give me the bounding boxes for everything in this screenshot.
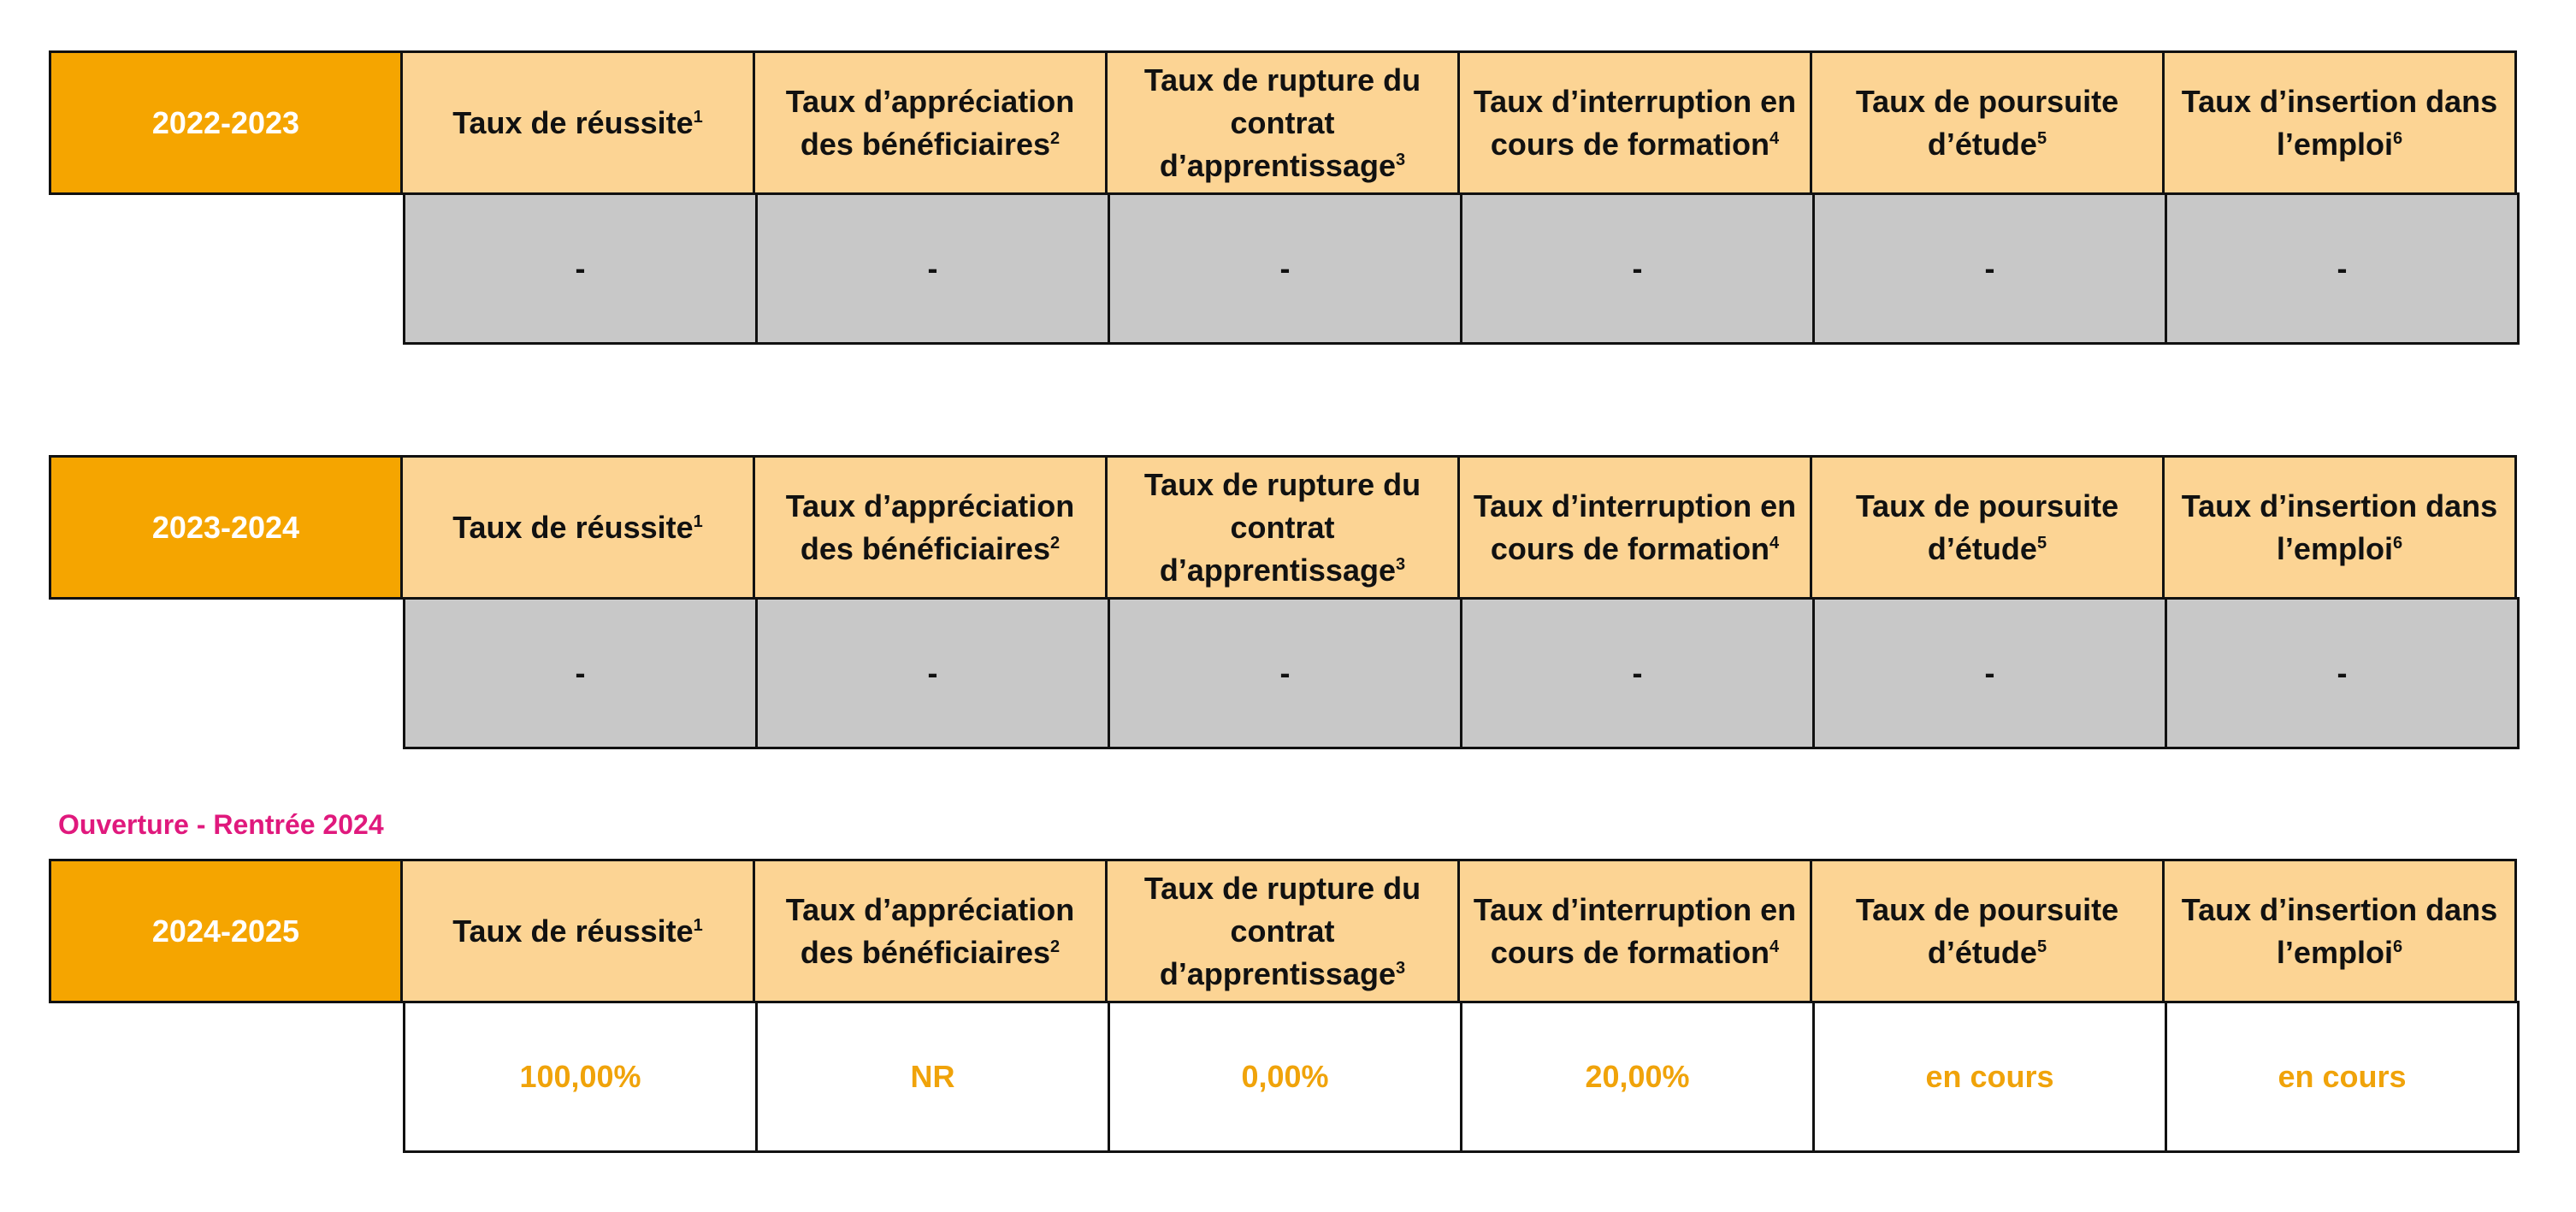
table-2022-2023 xyxy=(51,53,2525,345)
year-label: 2024-2025 xyxy=(49,859,403,1003)
footnote-marker: 6 xyxy=(2392,533,2403,553)
footnote-marker: 2 xyxy=(1050,937,1061,956)
value-cell: en cours xyxy=(1812,1001,2167,1153)
value-cell: - xyxy=(1812,597,2167,749)
value-cell: 20,00% xyxy=(1460,1001,1815,1153)
header-text: Taux de rupture du contrat d’apprentissage xyxy=(1143,870,1421,991)
footnote-marker: 6 xyxy=(2392,937,2403,956)
header-taux-appreciation xyxy=(753,455,1108,600)
header-text: Taux d’appréciation des bénéficiaires xyxy=(785,891,1075,970)
header-row xyxy=(51,53,2525,195)
footnote-marker: 3 xyxy=(1395,958,1406,978)
header-text: Taux d’interruption en cours de formation xyxy=(1473,83,1797,162)
header-row xyxy=(51,458,2525,600)
header-taux-rupture xyxy=(1105,455,1460,600)
footnote-marker: 1 xyxy=(693,511,703,531)
footnote-marker: 4 xyxy=(1769,937,1780,956)
footnote-marker: 2 xyxy=(1050,533,1061,553)
header-taux-rupture xyxy=(1105,859,1460,1003)
footnote-marker: 6 xyxy=(2392,128,2403,148)
header-taux-rupture xyxy=(1105,50,1460,195)
header-text: Taux d’insertion dans l’emploi xyxy=(2181,891,2498,970)
header-text: Taux de rupture du contrat d’apprentissage xyxy=(1143,62,1421,183)
value-cell: - xyxy=(755,192,1110,345)
value-cell: en cours xyxy=(2165,1001,2520,1153)
header-text: Taux de poursuite d’étude xyxy=(1855,891,2119,970)
header-text: Taux de rupture du contrat d’apprentissage xyxy=(1143,466,1421,588)
empty-corner xyxy=(51,597,405,749)
value-cell: - xyxy=(1460,597,1815,749)
value-row xyxy=(51,1003,2525,1153)
header-text: Taux de poursuite d’étude xyxy=(1855,83,2119,162)
value-row xyxy=(51,195,2525,345)
value-cell: - xyxy=(403,597,758,749)
header-text: Taux de réussite xyxy=(452,509,694,545)
value-cell: - xyxy=(1460,192,1815,345)
header-taux-insertion xyxy=(2162,455,2517,600)
header-taux-insertion xyxy=(2162,50,2517,195)
value-cell: - xyxy=(1812,192,2167,345)
header-text: Taux d’insertion dans l’emploi xyxy=(2181,488,2498,566)
empty-corner xyxy=(51,192,405,345)
header-row xyxy=(51,861,2525,1003)
header-text: Taux de réussite xyxy=(452,104,694,140)
header-text: Taux d’interruption en cours de formation xyxy=(1473,891,1797,970)
table-2023-2024 xyxy=(51,458,2525,749)
value-cell: - xyxy=(2165,192,2520,345)
footnote-marker: 2 xyxy=(1050,128,1061,148)
header-taux-interruption xyxy=(1457,859,1812,1003)
header-taux-interruption xyxy=(1457,50,1812,195)
value-cell: 0,00% xyxy=(1108,1001,1462,1153)
header-taux-reussite xyxy=(400,859,755,1003)
header-text: Taux d’appréciation des bénéficiaires xyxy=(785,83,1075,162)
value-cell: NR xyxy=(755,1001,1110,1153)
header-taux-poursuite xyxy=(1810,50,2165,195)
table-2024-2025 xyxy=(51,861,2525,1153)
value-cell: 100,00% xyxy=(403,1001,758,1153)
header-text: Taux de réussite xyxy=(452,913,694,949)
header-taux-reussite xyxy=(400,455,755,600)
footnote-marker: 5 xyxy=(2036,937,2047,956)
value-cell: - xyxy=(1108,597,1462,749)
value-row xyxy=(51,600,2525,749)
value-cell: - xyxy=(2165,597,2520,749)
footnote-marker: 5 xyxy=(2036,533,2047,553)
header-taux-appreciation xyxy=(753,50,1108,195)
value-cell: - xyxy=(755,597,1110,749)
header-text: Taux de poursuite d’étude xyxy=(1855,488,2119,566)
footnote-marker: 3 xyxy=(1395,150,1406,169)
header-text: Taux d’interruption en cours de formation xyxy=(1473,488,1797,566)
footnote-marker: 1 xyxy=(693,915,703,935)
header-text: Taux d’appréciation des bénéficiaires xyxy=(785,488,1075,566)
footnote-marker: 4 xyxy=(1769,533,1780,553)
footnote-marker: 3 xyxy=(1395,554,1406,574)
header-taux-interruption xyxy=(1457,455,1812,600)
year-label: 2023-2024 xyxy=(49,455,403,600)
footnote-marker: 1 xyxy=(693,107,703,127)
section-label-ouverture: Ouverture - Rentrée 2024 xyxy=(58,809,384,840)
year-label: 2022-2023 xyxy=(49,50,403,195)
footnote-marker: 5 xyxy=(2036,128,2047,148)
value-cell: - xyxy=(403,192,758,345)
header-taux-appreciation xyxy=(753,859,1108,1003)
empty-corner xyxy=(51,1001,405,1153)
header-taux-poursuite xyxy=(1810,859,2165,1003)
header-taux-reussite xyxy=(400,50,755,195)
value-cell: - xyxy=(1108,192,1462,345)
header-taux-poursuite xyxy=(1810,455,2165,600)
header-taux-insertion xyxy=(2162,859,2517,1003)
header-text: Taux d’insertion dans l’emploi xyxy=(2181,83,2498,162)
footnote-marker: 4 xyxy=(1769,128,1780,148)
